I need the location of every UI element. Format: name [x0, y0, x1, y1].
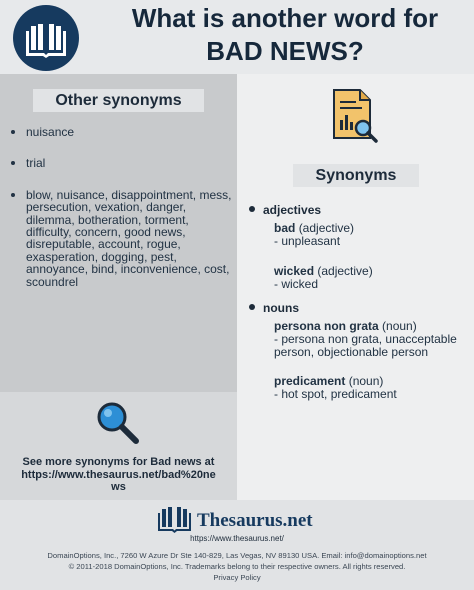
- entry-tag: (noun): [348, 374, 384, 388]
- entry-meaning: - persona non grata, unacceptable person, objectionable person: [274, 332, 457, 359]
- footer-address: DomainOptions, Inc., 7260 W Azure Dr Ste 140-829, Las Vegas, NV 89130 USA. Email: info@domainoptions.net: [47, 551, 427, 560]
- entry-meaning: - wicked: [274, 277, 319, 291]
- entry-word: bad: [274, 221, 296, 235]
- title-line-2: BAD NEWS?: [206, 36, 364, 66]
- other-synonyms-list: [8, 126, 232, 288]
- footer-brand[interactable]: Thesaurus.net: [197, 510, 313, 531]
- footer-copyright: © 2011-2018 DomainOptions, Inc. Trademarks belong to their respective owners. All rights reserved.: [68, 562, 406, 571]
- more-line-1: See more synonyms for Bad news at: [22, 456, 215, 468]
- entry-meaning: - hot spot, predicament: [274, 387, 397, 401]
- entry-word: predicament: [274, 374, 346, 388]
- entry-tag: (noun): [382, 319, 417, 333]
- entry-word: wicked: [274, 264, 315, 278]
- synonym-entry[interactable]: [274, 375, 469, 401]
- magnifier-icon: [95, 400, 141, 446]
- list-item[interactable]: trial: [8, 157, 232, 169]
- list-item[interactable]: blow, nuisance, disappointment, mess, persecution, vexation, danger, dilemma, botheration, torment, difficulty, concern, good news, disreputable, account, rogue, exasperation, dogging, pest, annoyance, bind, inconvenience, cost, scoundrel: [8, 189, 232, 288]
- site-logo[interactable]: [13, 5, 79, 71]
- synonym-entry[interactable]: [274, 320, 469, 359]
- other-synonyms-heading: Other synonyms: [33, 89, 204, 112]
- more-line-2: https://www.thesaurus.net/bad%20ne: [21, 468, 216, 481]
- synonyms-heading: Synonyms: [293, 164, 419, 187]
- document-search-icon: [330, 88, 380, 146]
- footer-url[interactable]: https://www.thesaurus.net/: [190, 534, 284, 543]
- thesaurus-logo-icon: [157, 507, 195, 533]
- entry-tag: (adjective): [317, 264, 373, 278]
- pos-adjectives: adjectives: [263, 203, 322, 217]
- pos-nouns: nouns: [263, 301, 299, 315]
- list-item[interactable]: nuisance: [8, 126, 232, 138]
- bullet: [249, 304, 255, 310]
- synonym-entry[interactable]: [274, 222, 469, 248]
- page-title: [96, 2, 474, 68]
- open-book-icon: [13, 5, 79, 71]
- more-synonyms-link[interactable]: [6, 456, 231, 494]
- entry-meaning: - unpleasant: [274, 234, 341, 248]
- privacy-policy-link[interactable]: Privacy Policy: [213, 573, 261, 582]
- more-line-3: ws: [111, 481, 126, 493]
- bullet: [249, 206, 255, 212]
- synonym-entry[interactable]: [274, 265, 469, 291]
- entry-word: persona non grata: [274, 319, 379, 333]
- title-line-1: What is another word for: [131, 3, 439, 33]
- entry-tag: (adjective): [298, 221, 355, 235]
